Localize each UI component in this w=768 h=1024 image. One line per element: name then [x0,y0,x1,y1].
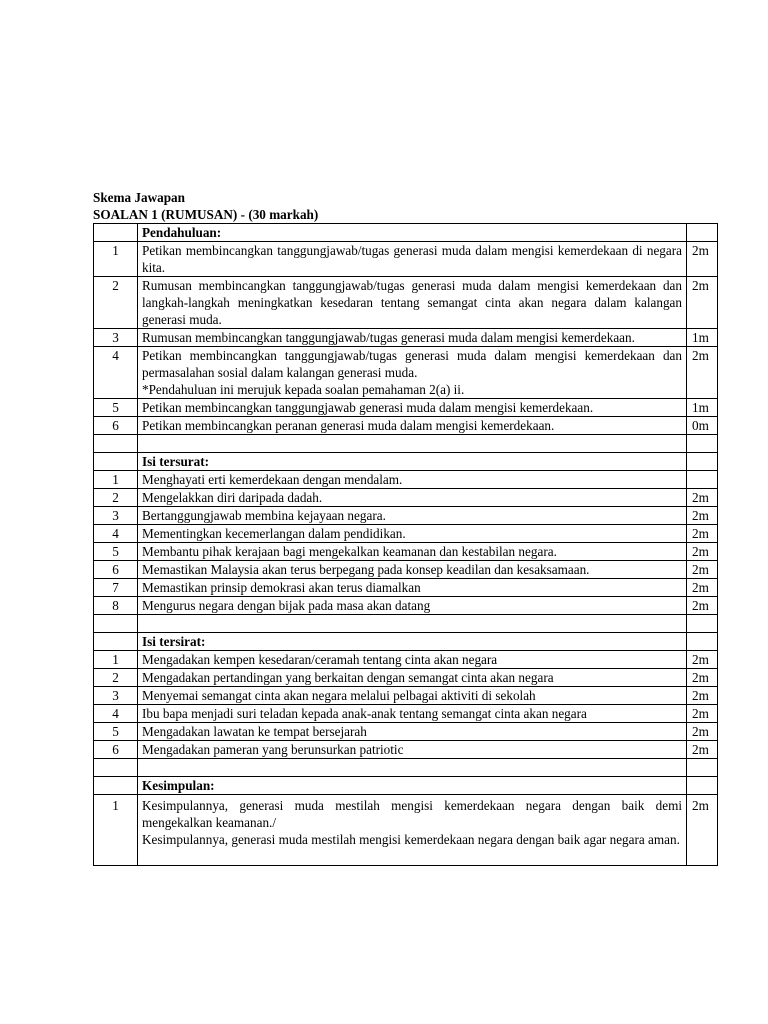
row-mark: 2m [687,561,718,579]
row-mark: 2m [687,597,718,615]
row-text: Memastikan Malaysia akan terus berpegang pada konsep keadilan dan kesaksamaan. [138,561,687,579]
row-number: 5 [94,399,138,417]
row-number: 1 [94,795,138,866]
row-mark: 2m [687,795,718,866]
row-text: Ibu bapa menjadi suri teladan kepada anak-anak tentang semangat cinta akan negara [138,705,687,723]
row-mark [687,224,718,242]
row-number: 6 [94,741,138,759]
row-mark [687,453,718,471]
row-mark: 2m [687,277,718,329]
row-text-cell [138,795,687,866]
table-row [94,417,718,435]
row-text: Bertanggungjawab membina kejayaan negara. [138,507,687,525]
row-text: Kesimpulannya, generasi muda mestilah mengisi kemerdekaan negara dengan baik demi mengekalkan keamanan./ [142,798,682,830]
spacer-row [94,435,718,453]
row-number: 6 [94,417,138,435]
section-header-row [94,453,718,471]
row-text: Memastikan prinsip demokrasi akan terus diamalkan [138,579,687,597]
row-mark: 1m [687,329,718,347]
table-row [94,329,718,347]
row-mark [687,471,718,489]
row-mark: 2m [687,705,718,723]
row-number: 1 [94,651,138,669]
row-mark: 2m [687,741,718,759]
answer-scheme [93,189,718,866]
table-row [94,723,718,741]
row-number: 3 [94,329,138,347]
row-mark: 2m [687,723,718,741]
row-text: Menyemai semangat cinta akan negara melalui pelbagai aktiviti di sekolah [138,687,687,705]
spacer-row [94,759,718,777]
row-number: 3 [94,687,138,705]
table-row [94,399,718,417]
table-row [94,242,718,277]
row-number: 4 [94,705,138,723]
spacer-row [94,615,718,633]
row-mark: 2m [687,687,718,705]
table-row [94,525,718,543]
row-text: Mengadakan kempen kesedaran/ceramah tentang cinta akan negara [138,651,687,669]
row-text: Mengurus negara dengan bijak pada masa akan datang [138,597,687,615]
row-text: Mengadakan pertandingan yang berkaitan dengan semangat cinta akan negara [138,669,687,687]
row-text: Mengadakan lawatan ke tempat bersejarah [138,723,687,741]
table-row [94,669,718,687]
row-text: Rumusan membincangkan tanggungjawab/tugas generasi muda dalam mengisi kemerdekaan dan langkah-langkah meningkatkan kesedaran tentang semangat cinta akan negara dalam kalangan generasi muda. [138,277,687,329]
row-mark: 2m [687,347,718,399]
row-number [94,633,138,651]
row-number [94,224,138,242]
doc-subtitle: SOALAN 1 (RUMUSAN) - (30 markah) [93,207,319,222]
row-text: Petikan membincangkan tanggungjawab/tugas generasi muda dalam mengisi kemerdekaan di negara kita. [138,242,687,277]
row-mark: 2m [687,651,718,669]
table-row [94,543,718,561]
row-mark [687,633,718,651]
row-number: 5 [94,543,138,561]
row-number: 7 [94,579,138,597]
row-number: 5 [94,723,138,741]
table-row [94,561,718,579]
section-heading: Pendahuluan: [138,224,687,242]
row-text: Mengadakan pameran yang berunsurkan patriotic [138,741,687,759]
section-heading: Kesimpulan: [138,777,687,795]
row-number: 8 [94,597,138,615]
table-row [94,687,718,705]
row-number: 2 [94,669,138,687]
row-number: 4 [94,347,138,399]
row-mark: 2m [687,543,718,561]
doc-title: Skema Jawapan [93,190,185,205]
row-text: Mengelakkan diri daripada dadah. [138,489,687,507]
row-mark: 2m [687,242,718,277]
row-number [94,777,138,795]
row-number: 4 [94,525,138,543]
row-mark: 2m [687,669,718,687]
row-number: 2 [94,489,138,507]
row-mark: 2m [687,579,718,597]
row-text-cell [138,347,687,399]
section-header-row [94,224,718,242]
row-text: Mementingkan kecemerlangan dalam pendidikan. [138,525,687,543]
marking-table [93,223,718,866]
table-row [94,347,718,399]
row-number [94,453,138,471]
table-row [94,795,718,866]
row-mark: 1m [687,399,718,417]
table-row [94,507,718,525]
row-number: 6 [94,561,138,579]
table-row [94,579,718,597]
row-number: 3 [94,507,138,525]
row-text: Membantu pihak kerajaan bagi mengekalkan keamanan dan kestabilan negara. [138,543,687,561]
row-mark [687,777,718,795]
section-heading: Isi tersurat: [138,453,687,471]
row-text: Petikan membincangkan tanggungjawab generasi muda dalam mengisi kemerdekaan. [138,399,687,417]
table-row [94,489,718,507]
row-text-alt: Kesimpulannya, generasi muda mestilah mengisi kemerdekaan negara dengan baik agar negara aman. [142,832,680,847]
row-mark: 2m [687,525,718,543]
row-note: *Pendahuluan ini merujuk kepada soalan pemahaman 2(a) ii. [142,382,465,397]
row-number: 1 [94,242,138,277]
table-row [94,277,718,329]
row-number: 2 [94,277,138,329]
row-text: Rumusan membincangkan tanggungjawab/tugas generasi muda dalam mengisi kemerdekaan. [138,329,687,347]
table-row [94,597,718,615]
row-text: Petikan membincangkan peranan generasi muda dalam mengisi kemerdekaan. [138,417,687,435]
row-text: Petikan membincangkan tanggungjawab/tugas generasi muda dalam mengisi kemerdekaan dan permasalahan sosial dalam kalangan generasi muda. [142,348,682,380]
row-text: Menghayati erti kemerdekaan dengan mendalam. [138,471,687,489]
table-row [94,705,718,723]
row-mark: 0m [687,417,718,435]
row-mark: 2m [687,507,718,525]
section-header-row [94,633,718,651]
row-mark: 2m [687,489,718,507]
table-row [94,471,718,489]
table-row [94,651,718,669]
section-heading: Isi tersirat: [138,633,687,651]
row-number: 1 [94,471,138,489]
table-row [94,741,718,759]
section-header-row [94,777,718,795]
